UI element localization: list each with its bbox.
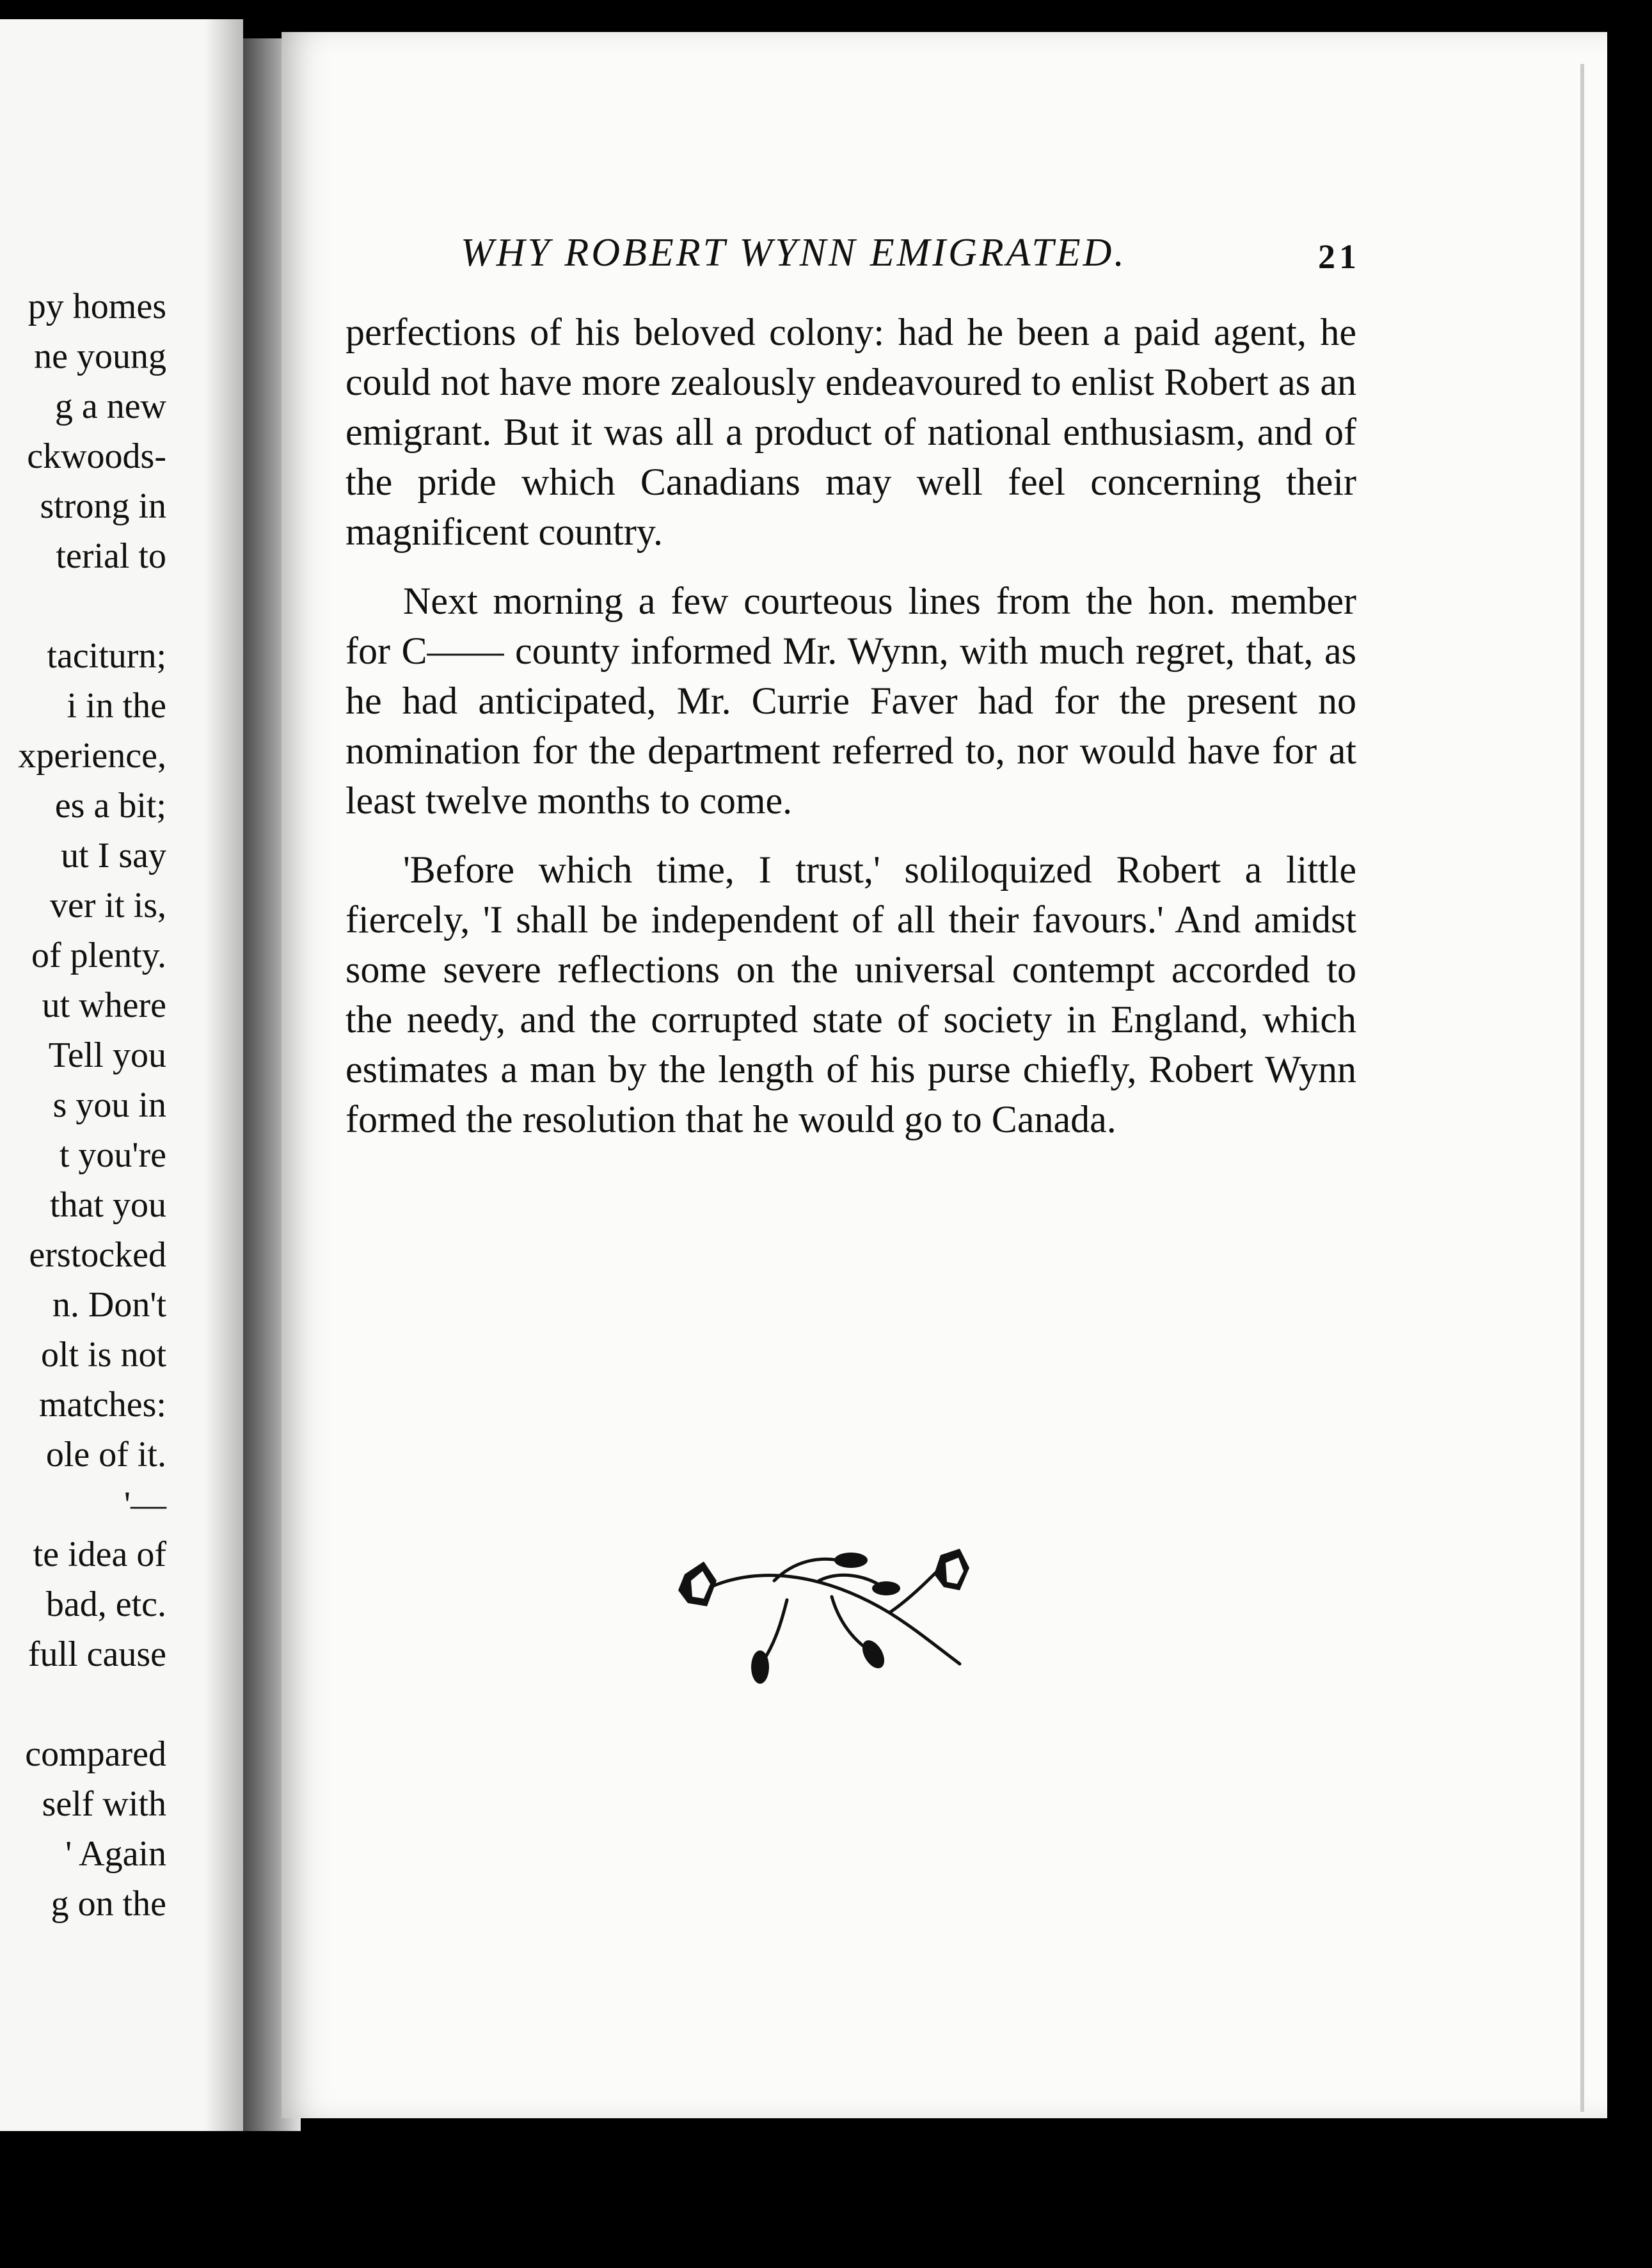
left-line: strong in bbox=[40, 486, 166, 526]
left-line bbox=[0, 581, 166, 631]
left-line: es a bit; bbox=[54, 786, 166, 826]
left-line bbox=[0, 1679, 166, 1729]
left-line: taciturn; bbox=[47, 636, 166, 676]
left-line: '— bbox=[123, 1485, 166, 1524]
left-line: terial to bbox=[56, 536, 166, 576]
left-line: ut I say bbox=[61, 836, 166, 875]
left-line: ut where bbox=[42, 986, 166, 1025]
left-line: ne young bbox=[34, 337, 166, 376]
paragraph: perfections of his beloved colony: had he been a paid agent, he could not have more zealously endeavoured to enlist Robert as an emigrant. But it was all a product of national enthusiasm, and of the pride which Canadians may well feel concerning their magnificent country. bbox=[345, 311, 1356, 553]
left-line: s you in bbox=[52, 1085, 166, 1125]
left-line: py homes bbox=[28, 287, 166, 326]
left-page-text bbox=[0, 282, 166, 1929]
left-line: ' Again bbox=[65, 1834, 166, 1874]
left-line: ver it is, bbox=[50, 886, 166, 925]
left-line: g on the bbox=[51, 1884, 166, 1924]
left-line: full cause bbox=[28, 1634, 166, 1674]
left-line: i in the bbox=[67, 686, 166, 726]
paragraph: Next morning a few courteous lines from the hon. member for C—— county informed Mr. Wynn, with much regret, that, as he had anticipated, Mr. Currie Faver had for the present no nomination for the department referred to, nor would have for at least twelve months to come. bbox=[345, 580, 1356, 822]
left-line: erstocked bbox=[29, 1235, 166, 1275]
floral-ornament-icon bbox=[659, 1536, 992, 1689]
running-header: WHY ROBERT WYNN EMIGRATED. bbox=[461, 231, 1127, 275]
left-line: matches: bbox=[38, 1385, 166, 1425]
paragraph: 'Before which time, I trust,' soliloquized Robert a little fiercely, 'I shall be independent of all their favours.' And amidst some severe reflections on the universal contempt accorded to the needy, and the corrupted state of society in England, which estimates a man by the length of his purse chiefly, Robert Wynn formed the resolution that he would go to Canada. bbox=[345, 849, 1356, 1140]
left-line: olt is not bbox=[40, 1335, 166, 1375]
page-number: 21 bbox=[1318, 237, 1360, 276]
body-text bbox=[345, 307, 1356, 1163]
left-line: ole of it. bbox=[45, 1435, 166, 1474]
left-line: te idea of bbox=[33, 1535, 166, 1574]
left-line: xperience, bbox=[18, 736, 166, 776]
page-edge bbox=[1580, 64, 1584, 2112]
left-line: compared bbox=[25, 1734, 166, 1774]
left-line: of plenty. bbox=[31, 936, 166, 975]
left-line: bad, etc. bbox=[45, 1585, 166, 1624]
left-line: Tell you bbox=[48, 1035, 166, 1075]
left-line: n. Don't bbox=[52, 1285, 166, 1325]
left-line: self with bbox=[42, 1784, 166, 1824]
left-line: that you bbox=[50, 1185, 166, 1225]
left-line: g a new bbox=[54, 387, 166, 426]
left-page bbox=[0, 19, 243, 2131]
page-shadow bbox=[205, 19, 243, 2131]
left-line: t you're bbox=[59, 1135, 166, 1175]
left-line: ckwoods- bbox=[27, 436, 166, 476]
